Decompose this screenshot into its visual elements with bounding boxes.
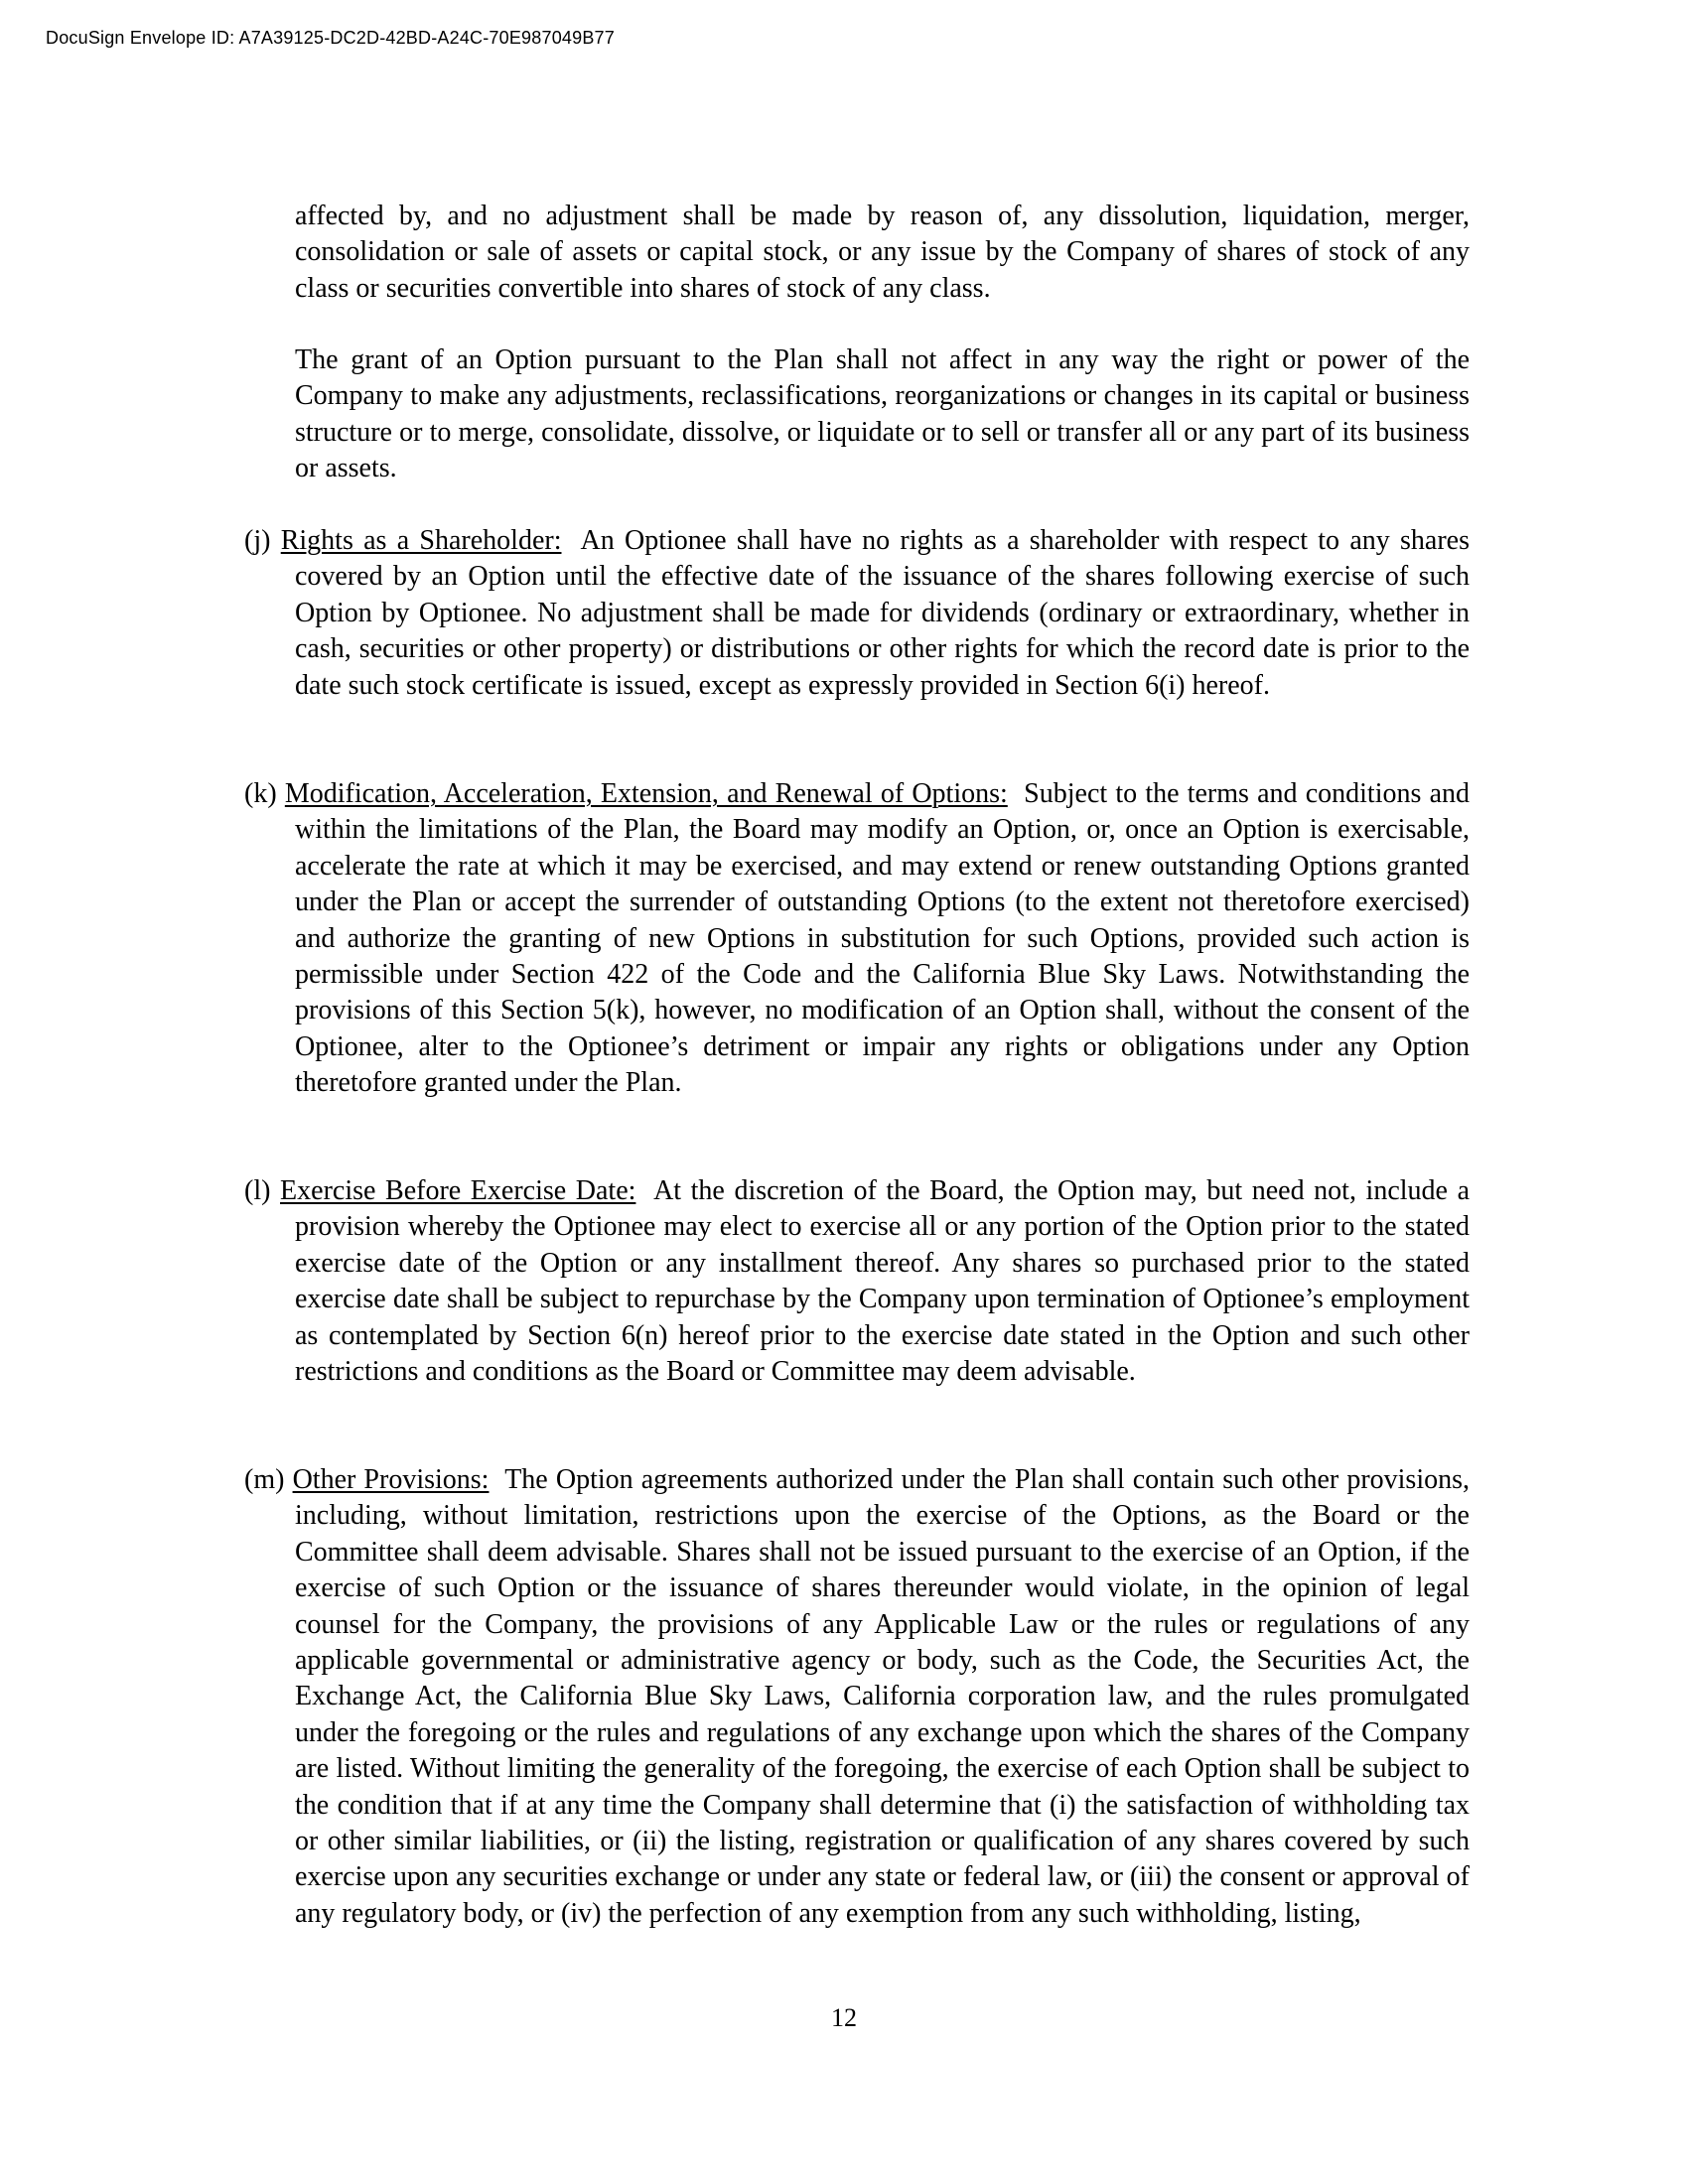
section-j — [244, 523, 1470, 704]
section-l-title: Exercise Before Exercise Date: — [280, 1175, 636, 1206]
section-j-title: Rights as a Shareholder: — [280, 525, 562, 556]
section-m-text: The Option agreements authorized under the Plan shall contain such other provisions, including, without limitation, restrictions upon the exercise of the Options, as the Board or the Committee shall deem advisable. Shares shall not be issued pursuant to the exercise of an Option, if the exercise of such Option or the issuance of shares thereunder would violate, in the opinion of legal counsel for the Company, the provisions of any Applicable Law or the rules or regulations of any applicable governmental or administrative agency or body, such as the Code, the Securities Act, the Exchange Act, the California Blue Sky Laws, California corporation law, and the rules promulgated under the foregoing or the rules and regulations of any exchange upon which the shares of the Company are listed. Without limiting the generality of the foregoing, the exercise of each Option shall be subject to the condition that if at any time the Company shall determine that (i) the satisfaction of withholding tax or other similar liabilities, or (ii) the listing, registration or qualification of any shares covered by such exercise upon any securities exchange or under any state or federal law, or (iii) the consent or approval of any regulatory body, or (iv) the perfection of any exemption from any such withholding, listing, — [295, 1464, 1471, 1929]
section-l-label: (l) — [244, 1175, 271, 1206]
section-l — [244, 1173, 1470, 1390]
section-l-text: At the discretion of the Board, the Option may, but need not, include a provision whereby the Optionee may elect to exercise all or any portion of the Option prior to the stated exercise date of the Option or any installment thereof. Any shares so purchased prior to the stated exercise date shall be subject to repurchase by the Company upon termination of Optionee’s employment as contemplated by Section 6(n) hereof prior to the exercise date stated in the Option and such other restrictions and conditions as the Board or Committee may deem advisable. — [295, 1175, 1470, 1388]
section-k-text: Subject to the terms and conditions and within the limitations of the Plan, the Board may modify an Option, or, once an Option is exercisable, accelerate the rate at which it may be exercised, and may extend or renew outstanding Options granted under the Plan or accept the surrender of outstanding Options (to the extent not theretofore exercised) and authorize the granting of new Options in substitution for such Options, provided such action is permissible under Section 422 of the Code and the California Blue Sky Laws. Notwithstanding the provisions of this Section 5(k), however, no modification of an Option shall, without the consent of the Optionee, alter to the Optionee’s detriment or impair any rights or obligations under any Option theretofore granted under the Plan. — [295, 778, 1470, 1099]
section-m-label: (m) — [244, 1464, 285, 1495]
section-k-label: (k) — [244, 778, 277, 809]
docusign-envelope-id: DocuSign Envelope ID: A7A39125-DC2D-42BD-A24C-70E987049B77 — [46, 28, 615, 48]
section-k-title: Modification, Acceleration, Extension, and Renewal of Options: — [284, 778, 1008, 809]
section-m-title: Other Provisions: — [292, 1464, 490, 1495]
section-j-label: (j) — [244, 525, 271, 556]
section-k — [244, 776, 1470, 1102]
section-j-text: An Optionee shall have no rights as a shareholder with respect to any shares covered by an Option until the effective date of the issuance of the shares following exercise of such Option by Optionee. No adjustment shall be made for dividends (ordinary or extraordinary, whether in cash, securities or other property) or distributions or other rights for which the record date is prior to the date such stock certificate is issued, except as expressly provided in Section 6(i) hereof. — [295, 525, 1470, 701]
paragraph-grant-of-option: The grant of an Option pursuant to the Plan shall not affect in any way the right or power of the Company to make any adjustments, reclassifications, reorganizations or changes in its capital or business structure or to merge, consolidate, dissolve, or liquidate or to sell or transfer all or any part of its business or assets. — [295, 344, 1470, 484]
section-m — [244, 1462, 1470, 1932]
page-number: 12 — [831, 2003, 857, 2032]
paragraph-dissolution: affected by, and no adjustment shall be made by reason of, any dissolution, liquidation, merger, consolidation or sale of assets or capital stock, or any issue by the Company of shares of stock of any class or securities convertible into shares of stock of any class. — [295, 201, 1470, 304]
